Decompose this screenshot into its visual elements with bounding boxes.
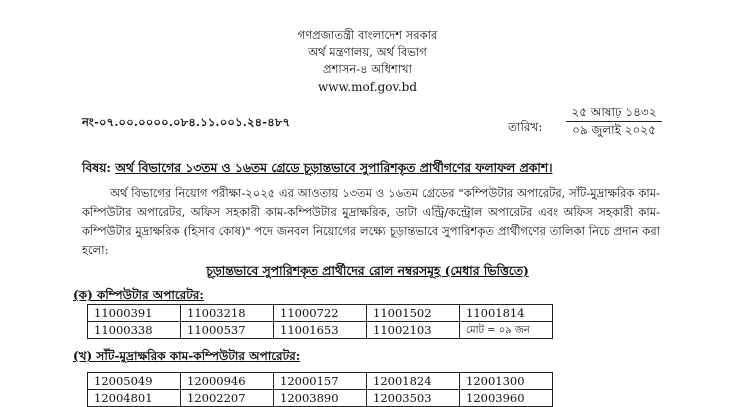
table-cell: 11000338 [88,322,181,339]
table-cell: 12000157 [274,373,367,390]
table-cell: 11000537 [181,322,274,339]
table-cell: 12001300 [460,373,553,390]
section-title-stenographer: (খ) সাঁট-মুদ্রাক্ষরিক কাম-কম্পিউটার অপারেটর: [73,349,301,363]
table-cell: 12002207 [181,390,274,407]
header-website[interactable]: www.mof.gov.bd [317,80,418,94]
body-paragraph: অর্থ বিভাগের নিয়োগ পরীক্ষা-২০২৫ এর আওতায় ১৩তম ও ১৬তম গ্রেডের "কম্পিউটার অপারেটর, সাঁট-মুদ্রাক্ষরিক কাম-কম্পিউটার অপারেটর, অফিস সহকারী কাম-কম্পিউটার মুদ্রাক্ষরিক, ডাটা এন্ট্রি/কন্ট্রোল অপারেটর এবং অফিস সহকারী কাম-কম্পিউটার মুদ্রাক্ষরিক (হিসাব কোষ)" পদে জনবল নিয়োগের লক্ষ্যে চূড়ান্তভাবে সুপারিশকৃত প্রার্থীগণের তালিকা নিচে প্রদান করা হলো: [82,186,660,257]
subject-line [82,160,553,180]
table-cell: 11001502 [367,305,460,322]
memo-number: নং-০৭.০০.০০০০.০৮৪.১১.০০১.২৪-৪৮৭ [82,115,291,129]
header-ministry: অর্থ মন্ত্রণালয়, অর্থ বিভাগ [308,45,427,59]
table-row [88,322,553,339]
table-cell: 11002103 [367,322,460,339]
date-gregorian: ০৯ জুলাই ২০২৫ [572,123,656,137]
subject-text: অর্থ বিভাগের ১৩তম ও ১৬তম গ্রেডে চূড়ান্তভাবে সুপারিশকৃত প্রার্থীগণের ফলাফল প্রকাশ। [115,160,553,175]
table-cell: 12003890 [274,390,367,407]
table-cell: 11001653 [274,322,367,339]
table-cell: 12000946 [181,373,274,390]
table-cell: 12003960 [460,390,553,407]
date-block [566,104,662,138]
header-government: গণপ্রজাতন্ত্রী বাংলাদেশ সরকার [297,28,438,42]
table-cell: 12005049 [88,373,181,390]
roll-table-computer-operator [87,304,553,339]
table-cell: 12003503 [367,390,460,407]
total-count-cell: মোট = ০৯ জন [460,322,553,339]
table-cell: 11000391 [88,305,181,322]
date-label: তারিখ: [508,120,543,134]
table-cell: 12001824 [367,373,460,390]
table-row [88,390,553,407]
header-wing: প্রশাসন-৪ অধিশাখা [323,62,412,76]
list-title: চূড়ান্তভাবে সুপারিশকৃত প্রার্থীদের রোল নম্বরসমূহ (মেধার ভিত্তিতে) [206,263,529,278]
subject-label: বিষয়: [82,160,111,175]
table-cell: 11000722 [274,305,367,322]
table-cell: 12004801 [88,390,181,407]
roll-table-stenographer [87,372,553,407]
table-cell: 11001814 [460,305,553,322]
table-row [88,373,553,390]
date-bangla: ২৫ আষাঢ় ১৪৩২ [566,104,662,122]
section-title-computer-operator: (ক) কম্পিউটার অপারেটর: [73,288,204,302]
table-row [88,305,553,322]
table-cell: 11003218 [181,305,274,322]
